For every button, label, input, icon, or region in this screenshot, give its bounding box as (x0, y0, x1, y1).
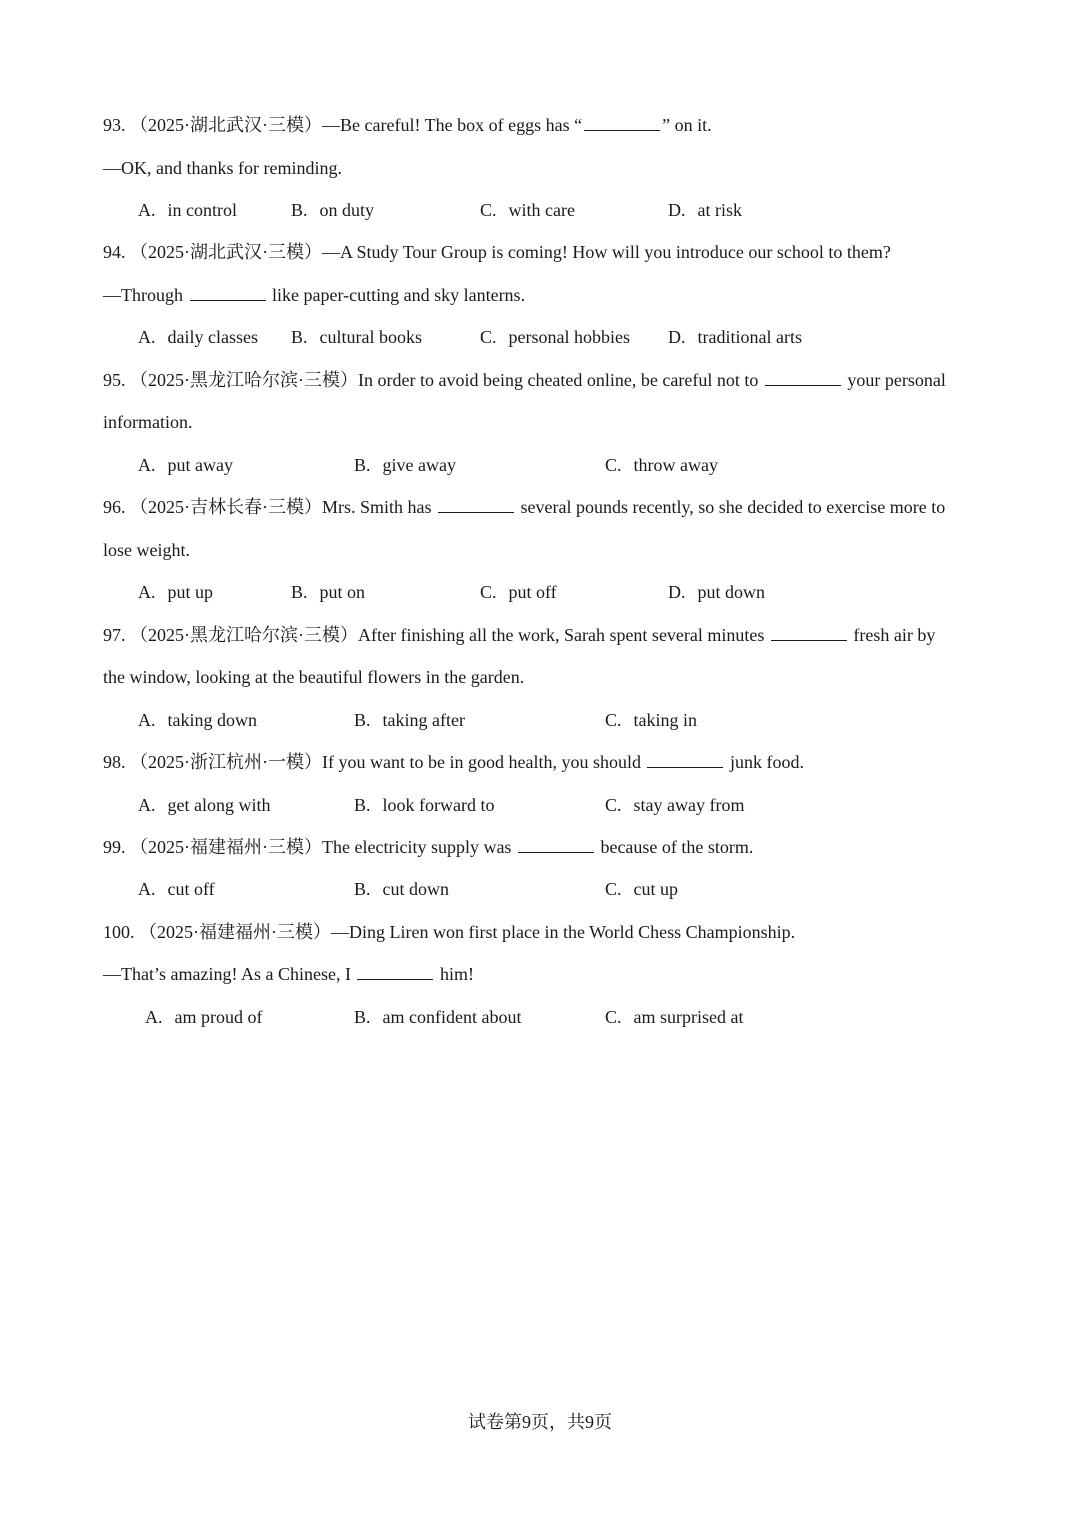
question-99-option-c[interactable]: C. cut up (605, 879, 679, 899)
question-source: （2025·福建福州·三模） (139, 922, 331, 942)
question-98-line1: 98. （2025·浙江杭州·一模）If you want to be in good health, you should junk food. (103, 752, 804, 772)
question-98-option-c[interactable]: C. stay away from (605, 795, 745, 815)
question-100-option-a[interactable]: A. am proud of (145, 1007, 263, 1027)
question-number: 95. (103, 370, 126, 390)
question-99-option-a[interactable]: A. cut off (138, 879, 215, 899)
question-100-line1: 100. （2025·福建福州·三模）—Ding Liren won first place in the World Chess Championship. (103, 922, 796, 942)
answer-blank[interactable] (584, 114, 660, 131)
question-94-option-b[interactable]: B. cultural books (291, 327, 422, 347)
question-number: 93. (103, 115, 126, 135)
question-96-option-d[interactable]: D. put down (668, 582, 765, 602)
question-93-option-b[interactable]: B. on duty (291, 200, 375, 220)
question-97-option-a[interactable]: A. taking down (138, 710, 257, 730)
question-96-line2: lose weight. (103, 540, 190, 560)
question-source: （2025·黑龙江哈尔滨·三模） (130, 370, 358, 390)
answer-blank[interactable] (771, 624, 847, 641)
answer-blank[interactable] (357, 963, 433, 980)
question-number: 94. (103, 242, 126, 262)
question-source: （2025·湖北武汉·三模） (130, 242, 322, 262)
question-93-option-a[interactable]: A. in control (138, 200, 237, 220)
question-98-option-a[interactable]: A. get along with (138, 795, 271, 815)
question-97-line2: the window, looking at the beautiful flowers in the garden. (103, 667, 525, 687)
question-98-option-b[interactable]: B. look forward to (354, 795, 495, 815)
question-number: 99. (103, 837, 126, 857)
question-97-line1: 97. （2025·黑龙江哈尔滨·三模）After finishing all the work, Sarah spent several minutes fresh air by (103, 625, 936, 645)
question-93-option-d[interactable]: D. at risk (668, 200, 742, 220)
answer-blank[interactable] (518, 836, 594, 853)
question-100-line2: —That’s amazing! As a Chinese, I him! (103, 964, 474, 984)
question-96-option-a[interactable]: A. put up (138, 582, 214, 602)
question-source: （2025·吉林长春·三模） (130, 497, 322, 517)
question-97-option-b[interactable]: B. taking after (354, 710, 465, 730)
question-96-option-c[interactable]: C. put off (480, 582, 557, 602)
question-95-option-b[interactable]: B. give away (354, 455, 456, 475)
question-94-option-d[interactable]: D. traditional arts (668, 327, 802, 347)
question-93-line2: —OK, and thanks for reminding. (103, 158, 342, 178)
question-94-option-a[interactable]: A. daily classes (138, 327, 258, 347)
question-99-line1: 99. （2025·福建福州·三模）The electricity supply was because of the storm. (103, 837, 754, 857)
question-94-line2: —Through like paper-cutting and sky lanterns. (103, 285, 526, 305)
question-95-option-c[interactable]: C. throw away (605, 455, 718, 475)
answer-blank[interactable] (647, 751, 723, 768)
question-95-option-a[interactable]: A. put away (138, 455, 233, 475)
question-number: 100. (103, 922, 135, 942)
question-100-option-b[interactable]: B. am confident about (354, 1007, 522, 1027)
answer-blank[interactable] (438, 496, 514, 513)
question-number: 97. (103, 625, 126, 645)
question-source: （2025·福建福州·三模） (130, 837, 322, 857)
question-94-option-c[interactable]: C. personal hobbies (480, 327, 630, 347)
question-source: （2025·湖北武汉·三模） (130, 115, 322, 135)
question-source: （2025·浙江杭州·一模） (130, 752, 322, 772)
question-97-option-c[interactable]: C. taking in (605, 710, 698, 730)
question-96-line1: 96. （2025·吉林长春·三模）Mrs. Smith has several pounds recently, so she decided to exercise more to (103, 497, 946, 517)
question-93-line1: 93. （2025·湖北武汉·三模）—Be careful! The box of eggs has “ ” on it. (103, 115, 712, 135)
question-95-line1: 95. （2025·黑龙江哈尔滨·三模）In order to avoid being cheated online, be careful not to your personal (103, 370, 946, 390)
question-number: 96. (103, 497, 126, 517)
question-number: 98. (103, 752, 126, 772)
answer-blank[interactable] (765, 369, 841, 386)
question-99-option-b[interactable]: B. cut down (354, 879, 450, 899)
question-95-line2: information. (103, 412, 193, 432)
answer-blank[interactable] (190, 284, 266, 301)
page-footer: 试卷第9页，共9页 (468, 1412, 612, 1432)
question-94-line1: 94. （2025·湖北武汉·三模）—A Study Tour Group is coming! How will you introduce our school to them? (103, 242, 891, 262)
question-100-option-c[interactable]: C. am surprised at (605, 1007, 744, 1027)
question-96-option-b[interactable]: B. put on (291, 582, 366, 602)
question-93-option-c[interactable]: C. with care (480, 200, 575, 220)
question-source: （2025·黑龙江哈尔滨·三模） (130, 625, 358, 645)
